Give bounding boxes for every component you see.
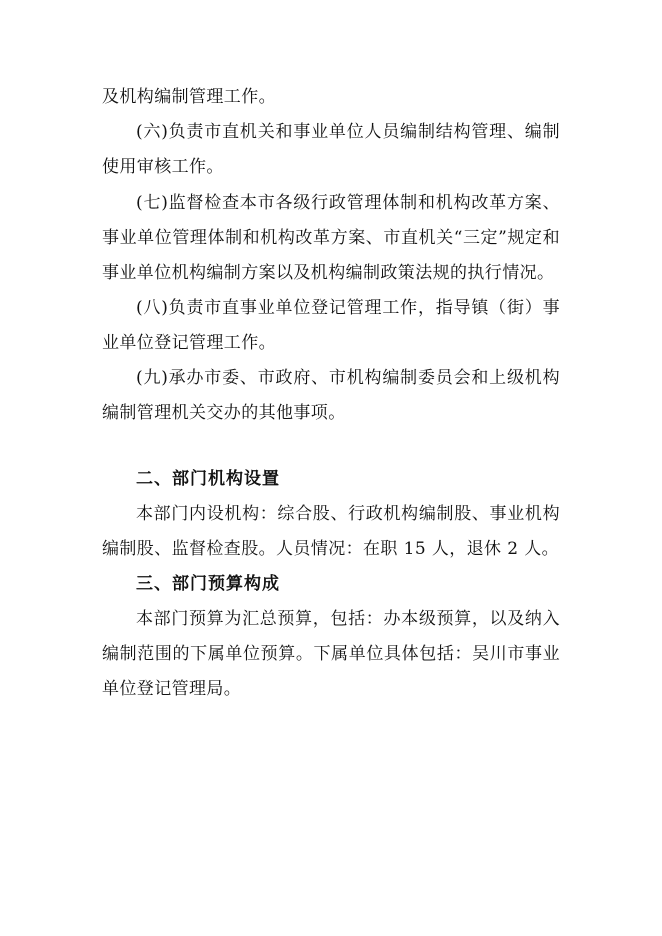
duty-item-8: (八)负责市直事业单位登记管理工作，指导镇（街）事业单位登记管理工作。 xyxy=(102,298,560,353)
section-3-heading: 三、部门预算构成 xyxy=(136,574,280,594)
duty-item-9: (九)承办市委、市政府、市机构编制委员会和上级机构编制管理机关交办的其他事项。 xyxy=(102,368,560,423)
section-2-paragraph: 本部门内设机构：综合股、行政机构编制股、事业机构编制股、监督检查股。人员情况：在职 15 人，退休 2 人。 xyxy=(102,504,560,559)
duty-item-7: (七)监督检查本市各级行政管理体制和机构改革方案、事业单位管理体制和机构改革方案、市直机关“三定”规定和事业单位机构编制方案以及机构编制政策法规的执行情况。 xyxy=(102,193,560,283)
section-3-paragraph: 本部门预算为汇总预算，包括：办本级预算，以及纳入编制范围的下属单位预算。下属单位具体包括：吴川市事业单位登记管理局。 xyxy=(102,609,560,699)
duty-item-6: (六)负责市直机关和事业单位人员编制结构管理、编制使用审核工作。 xyxy=(102,122,560,177)
paragraph-continued: 及机构编制管理工作。 xyxy=(102,87,276,107)
section-2-heading: 二、部门机构设置 xyxy=(136,469,280,489)
